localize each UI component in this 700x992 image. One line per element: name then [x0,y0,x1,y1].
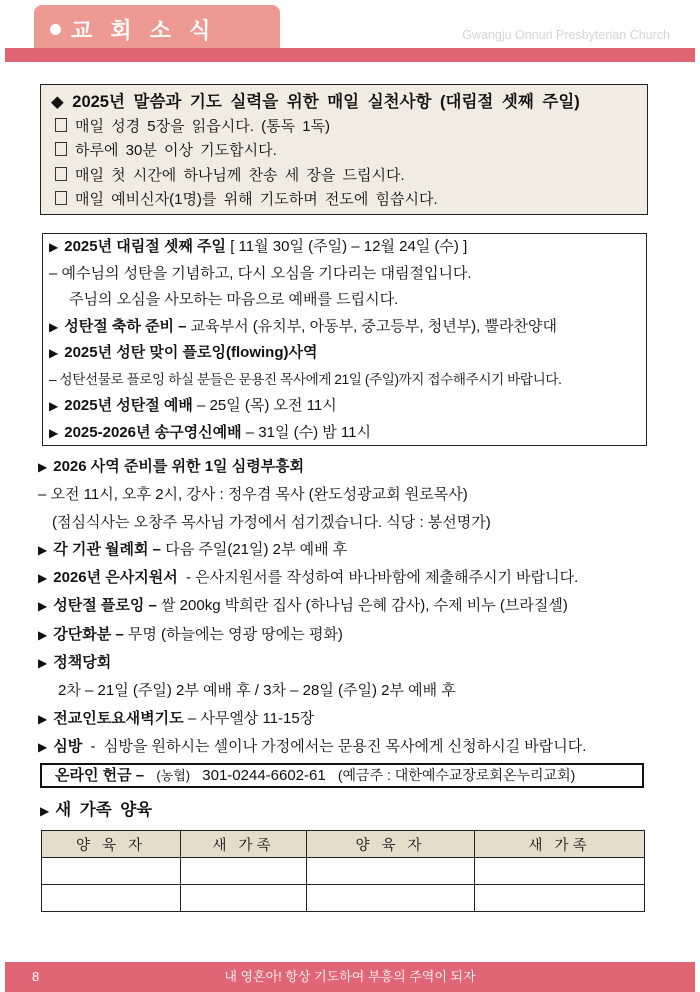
triangle-icon: ▶ [38,460,48,474]
header-bar [5,48,695,62]
news-heading: 각 기관 월례회 – [53,540,162,558]
news-heading: 성탄절 플로잉 – [53,597,157,615]
line-heading: 2025-2026년 송구영신예배 [64,423,242,441]
online-offering-box [40,763,644,788]
table-cell [181,858,307,885]
line-heading: 2025년 성탄절 예배 [64,397,193,414]
new-family-title: 새 가족 양육 [55,801,153,819]
triangle-icon: ▶ [38,542,48,557]
news-heading: 2026 사역 준비를 위한 1일 심령부흥회 [53,458,305,475]
news-heading: 정책당회 [53,654,112,672]
checkbox-icon [55,191,67,205]
new-family-heading [40,796,152,820]
news-item [38,536,658,564]
offering-holder: (예금주 : 대한예수교장로회온누리교회) [337,767,576,783]
advent-line: 주님의 오심을 사모하는 마음으로 예배를 드립시다. [69,291,399,308]
table-cell [307,858,475,885]
practice-item [51,139,647,163]
bullet-dot-icon [50,24,61,35]
triangle-icon: ▶ [40,804,50,818]
triangle-icon: ▶ [49,425,59,440]
practice-item [51,188,647,212]
news-item [38,649,658,677]
practice-text: 매일 예비신자(1명)를 위해 기도하며 전도에 힘씁시다. [75,190,438,208]
offering-account: 301-0244-6602-61 [202,767,326,784]
practice-text: 매일 성경 5장을 읽읍시다. (통독 1독) [75,118,331,135]
news-heading: 심방 [53,737,83,755]
table-cell [307,885,475,912]
table-row [42,885,645,912]
new-family-table [41,830,645,912]
triangle-icon: ▶ [38,656,48,671]
practice-title: ◆ 2025년 말씀과 기도 실력을 위한 매일 실천사항 (대림절 셋째 주일) [51,93,580,111]
line-heading: 2025년 성탄 맞이 플로잉(flowing)사역 [64,344,318,361]
section-title [50,14,216,45]
news-detail: – 오전 11시, 오후 2시, 강사 : 정우겸 목사 (완도성광교회 원로목사) [38,486,468,504]
table-header-row [42,831,645,858]
news-item [38,733,658,761]
table-row [42,858,645,885]
news-text: 다음 주일(21일) 2부 예배 후 [161,540,348,558]
news-detail: (점심식사는 오창주 목사님 가정에서 섬기겠습니다. 식당 : 봉선명가) [52,513,491,531]
advent-heading: 2025년 대림절 셋째 주일 [64,238,227,255]
advent-box [42,233,647,446]
column-header: 새 가족 [475,831,645,858]
advent-dates: [ 11월 30일 (주일) – 12월 24일 (수) ] [230,238,468,255]
footer-bar [5,962,695,992]
advent-line: – 예수님의 성탄을 기념하고, 다시 오심을 기다리는 대림절입니다. [49,264,472,282]
triangle-icon: ▶ [38,599,48,614]
advent-line: – 성탄선물로 플로잉 하실 분들은 문용진 목사에게 21일 (주일)까지 접수해주시기 바랍니다. [49,371,562,387]
news-text: - 심방을 원하시는 셀이나 가정에서는 문용진 목사에게 신청하시길 바랍니다. [82,737,587,755]
news-text: 무명 (하늘에는 영광 땅에는 평화) [123,625,343,643]
news-item [38,705,658,733]
practice-item [51,164,647,188]
table-cell [181,885,307,912]
checkbox-icon [55,142,67,156]
news-text: - 은사지원서를 작성하여 바나바함에 제출해주시기 바랍니다. [177,569,579,587]
news-item [38,564,658,592]
triangle-icon: ▶ [49,346,59,360]
checkbox-icon [55,118,67,132]
news-text: – 사무엘상 11-15장 [183,709,315,727]
section-title-text: 교 회 소 식 [71,18,217,43]
advent-line [49,340,646,367]
line-text: – 25일 (목) 오전 11시 [192,397,337,414]
line-text: 교육부서 (유치부, 아동부, 중고등부, 청년부), 뿔라찬양대 [186,317,557,335]
advent-line [49,420,646,447]
offering-label: 온라인 헌금 – [55,767,145,784]
table-cell [42,858,181,885]
column-header: 양 육 자 [307,831,475,858]
news-item [38,453,658,481]
offering-bank: (농협) [156,768,191,783]
advent-line [49,314,646,341]
table-cell [42,885,181,912]
news-detail: 2차 – 21일 (주일) 2부 예배 후 / 3차 – 28일 (주일) 2부 예배 후 [58,682,456,700]
news-heading: 강단화분 – [53,625,124,643]
daily-practice-box [40,84,648,215]
news-list [38,453,658,761]
triangle-icon: ▶ [38,627,48,642]
triangle-icon: ▶ [49,399,59,413]
practice-text: 매일 첫 시간에 하나님께 찬송 세 장을 드립시다. [75,166,405,184]
footer-motto: 내 영혼아! 항상 기도하여 부흥의 주역이 되자 [224,969,476,984]
practice-text: 하루에 30분 이상 기도합시다. [75,142,277,160]
page-number: 8 [32,969,40,984]
church-name: Gwangju Onnuri Presbyterian Church [462,28,670,42]
news-item [38,621,658,649]
triangle-icon: ▶ [38,711,48,726]
triangle-icon: ▶ [49,319,59,334]
line-text: – 31일 (수) 밤 11시 [241,423,371,441]
news-heading: 2026년 은사지원서 [53,569,178,587]
column-header: 새 가족 [181,831,307,858]
table-cell [475,885,645,912]
triangle-icon: ▶ [49,240,59,254]
column-header: 양 육 자 [42,831,181,858]
triangle-icon: ▶ [38,739,48,754]
news-item [38,592,658,620]
table-cell [475,858,645,885]
news-text: 쌀 200kg 박희란 집사 (하나님 은혜 감사), 수제 비누 (브라질셀) [156,597,568,615]
line-heading: 성탄절 축하 준비 – [64,317,187,335]
triangle-icon: ▶ [38,571,48,586]
news-heading: 전교인토요새벽기도 [53,709,184,727]
advent-line [49,393,646,420]
advent-line [49,234,646,261]
practice-item [51,115,647,139]
section-tab [34,5,280,50]
checkbox-icon [55,167,67,181]
